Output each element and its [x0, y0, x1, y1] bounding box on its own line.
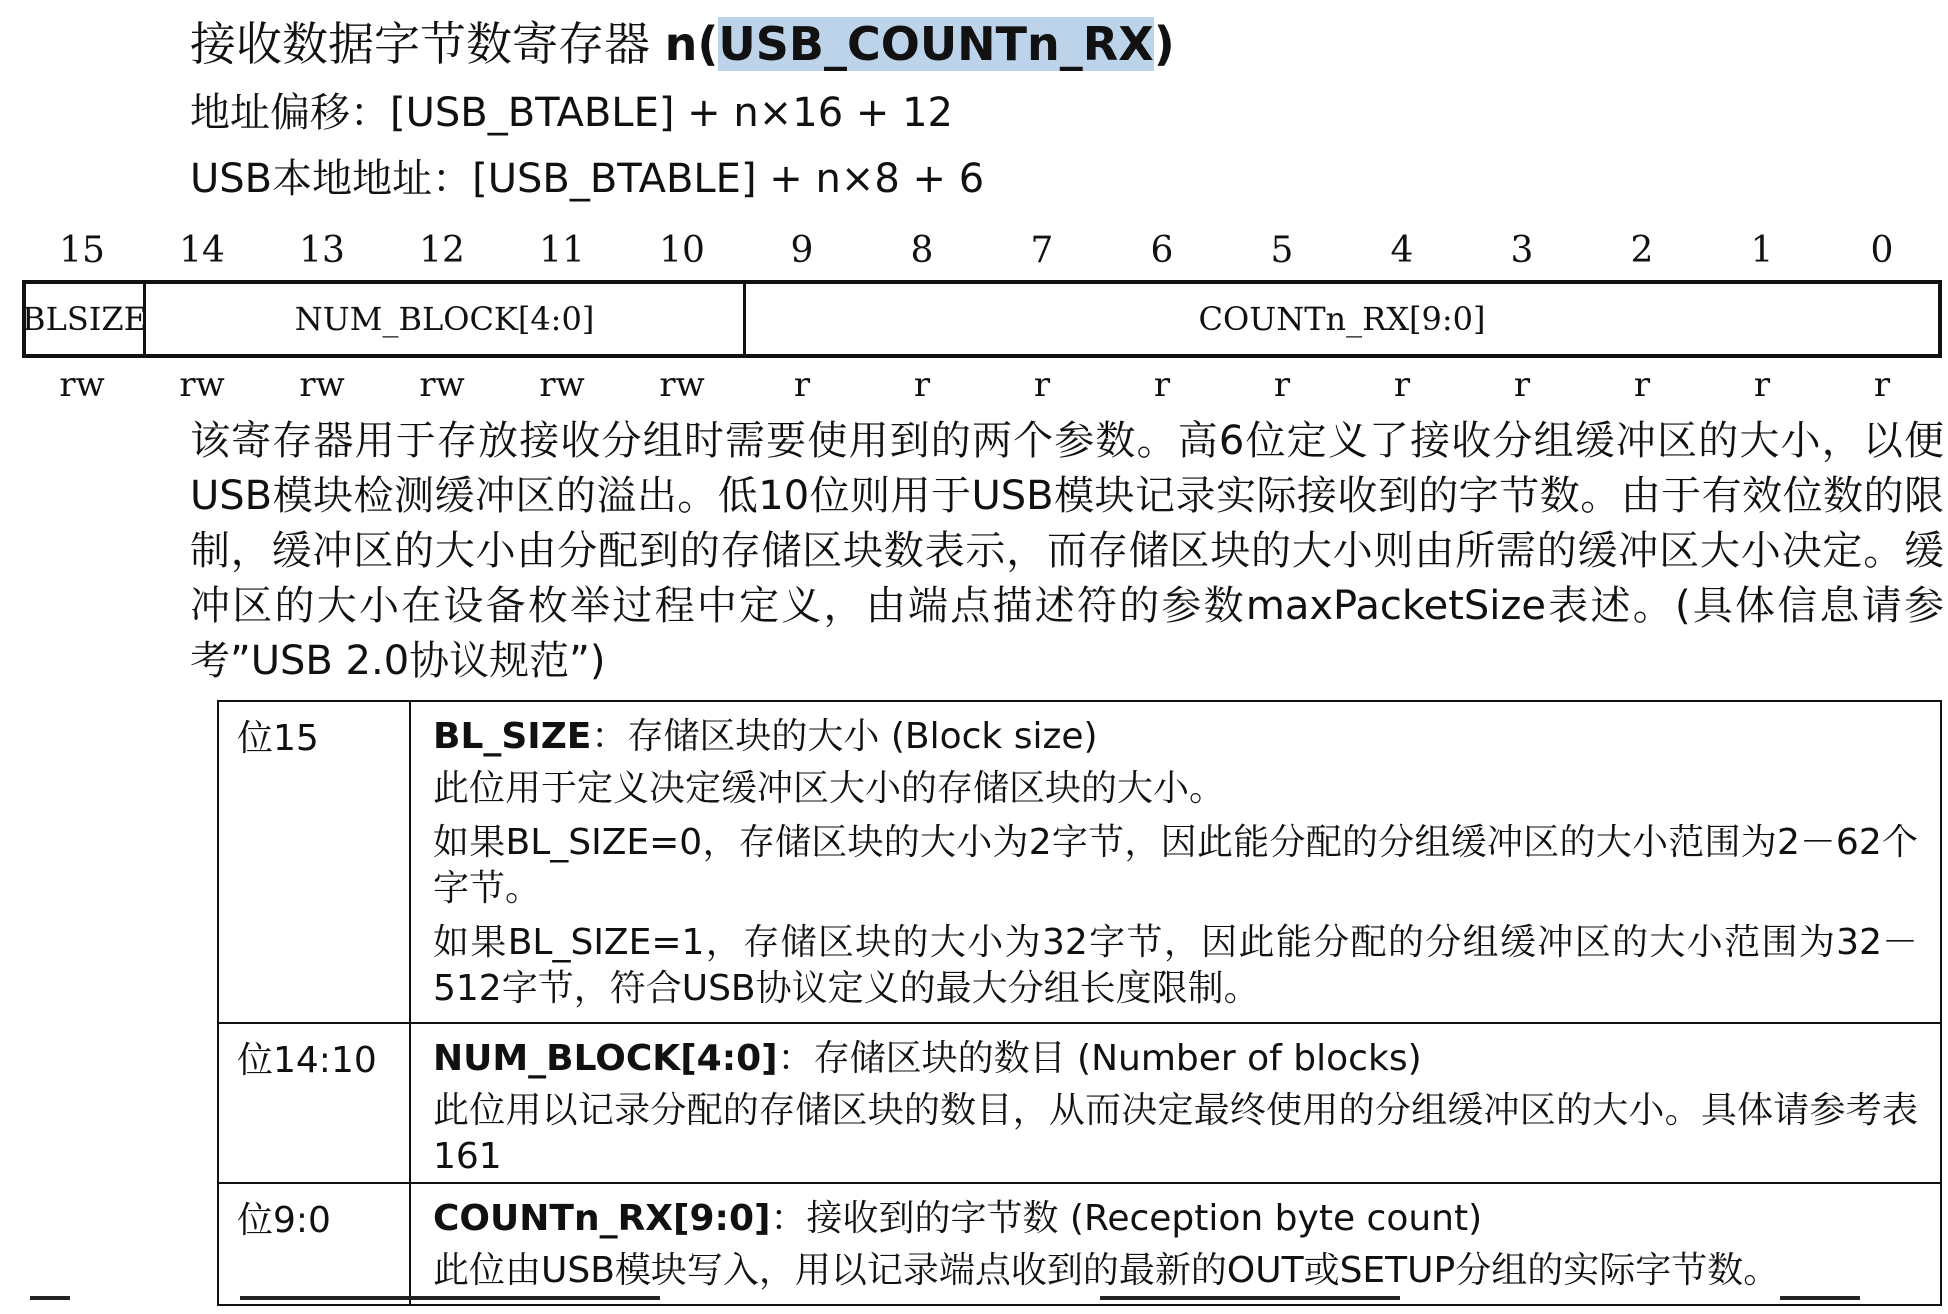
access-type: rw	[539, 365, 585, 405]
bit-number: 2	[1630, 230, 1654, 271]
field-title: ：存储区块的大小 (Block size)	[591, 716, 1098, 757]
access-type: rw	[179, 365, 225, 405]
bit-number: 13	[299, 230, 345, 271]
table-row	[219, 1184, 1940, 1304]
cutoff-mark	[1100, 1296, 1400, 1300]
bit-number: 10	[659, 230, 705, 271]
field-heading	[433, 712, 1918, 762]
access-type: r	[1273, 365, 1291, 405]
field-blsize: BLSIZE	[26, 284, 146, 354]
bit-range-cell: 位15	[219, 702, 411, 1022]
bit-range-cell: 位14:10	[219, 1024, 411, 1182]
title-register-name-highlight[interactable]: USB_COUNTn_RX	[718, 17, 1154, 71]
field-heading	[433, 1034, 1918, 1084]
field-paragraph: 此位用于定义决定缓冲区大小的存储区块的大小。	[433, 768, 1226, 809]
field-heading	[433, 1194, 1918, 1244]
access-type: r	[793, 365, 811, 405]
field-title: ：接收到的字节数 (Reception byte count)	[770, 1198, 1483, 1239]
title-prefix: 接收数据字节数寄存器	[190, 17, 665, 71]
access-type: rw	[299, 365, 345, 405]
access-type: r	[1513, 365, 1531, 405]
access-type: r	[1753, 365, 1771, 405]
bit-number: 4	[1390, 230, 1414, 271]
access-type: r	[1153, 365, 1171, 405]
field-paragraph: 此位用以记录分配的存储区块的数目，从而决定最终使用的分组缓冲区的大小。具体请参考表161	[433, 1090, 1918, 1177]
bit-number: 9	[790, 230, 814, 271]
bit-number: 3	[1510, 230, 1534, 271]
cutoff-text-fragment	[0, 1296, 1948, 1314]
access-type: rw	[659, 365, 705, 405]
title-n: n(	[664, 17, 719, 71]
bit-description-cell	[411, 1184, 1940, 1304]
access-type: rw	[59, 365, 105, 405]
bit-description-table	[217, 700, 1942, 1306]
bit-number: 7	[1030, 230, 1054, 271]
bit-number: 12	[419, 230, 465, 271]
bit-number: 5	[1270, 230, 1294, 271]
access-type: r	[1033, 365, 1051, 405]
cutoff-mark	[30, 1296, 70, 1300]
bit-number-row	[22, 226, 1942, 276]
bit-number: 15	[59, 230, 105, 271]
bit-number: 8	[910, 230, 934, 271]
field-paragraph: 此位由USB模块写入，用以记录端点收到的最新的OUT或SETUP分组的实际字节数。	[433, 1250, 1780, 1291]
bit-number: 6	[1150, 230, 1174, 271]
bit-description-cell	[411, 702, 1940, 1022]
bit-description-cell	[411, 1024, 1940, 1182]
register-diagram	[22, 280, 1942, 358]
field-num-block: NUM_BLOCK[4:0]	[146, 284, 746, 354]
access-type: rw	[419, 365, 465, 405]
bit-number: 11	[539, 230, 585, 271]
access-type: r	[1393, 365, 1411, 405]
access-row	[22, 362, 1942, 410]
field-name: BL_SIZE	[433, 716, 592, 757]
page-title	[190, 14, 1175, 74]
field-paragraph: 如果BL_SIZE=1，存储区块的大小为32字节，因此能分配的分组缓冲区的大小范围为32－512字节，符合USB协议定义的最大分组长度限制。	[433, 922, 1918, 1009]
field-name: COUNTn_RX[9:0]	[433, 1198, 771, 1239]
cutoff-mark	[1780, 1296, 1860, 1300]
field-count-rx: COUNTn_RX[9:0]	[1198, 300, 1486, 338]
address-offset: 地址偏移：[USB_BTABLE] + n×16 + 12	[190, 90, 954, 136]
table-row	[219, 702, 1940, 1024]
access-type: r	[913, 365, 931, 405]
bit-number: 1	[1750, 230, 1774, 271]
bit-range-cell: 位9:0	[219, 1184, 411, 1304]
field-name: NUM_BLOCK[4:0]	[433, 1038, 778, 1079]
access-type: r	[1633, 365, 1651, 405]
title-close: )	[1153, 17, 1175, 71]
access-type: r	[1873, 365, 1891, 405]
usb-local-address: USB本地地址：[USB_BTABLE] + n×8 + 6	[190, 156, 985, 202]
register-description: 该寄存器用于存放接收分组时需要使用到的两个参数。高6位定义了接收分组缓冲区的大小，以便USB模块检测缓冲区的溢出。低10位则用于USB模块记录实际接收到的字节数。由于有效位数的限制，缓冲区的大小由分配到的存储区块数表示，而存储区块的大小则由所需的缓冲区大小决定。缓冲区的大小在设备枚举过程中定义，由端点描述符的参数maxPacketSize表述。(具体信息请参考”USB 2.0协议规范”)	[190, 418, 1944, 684]
cutoff-mark	[240, 1296, 660, 1300]
field-paragraph: 如果BL_SIZE=0，存储区块的大小为2字节，因此能分配的分组缓冲区的大小范围为2－62个字节。	[433, 822, 1918, 909]
field-title: ：存储区块的数目 (Number of blocks)	[777, 1038, 1422, 1079]
bit-number: 14	[179, 230, 225, 271]
bit-number: 0	[1870, 230, 1894, 271]
table-row	[219, 1024, 1940, 1184]
